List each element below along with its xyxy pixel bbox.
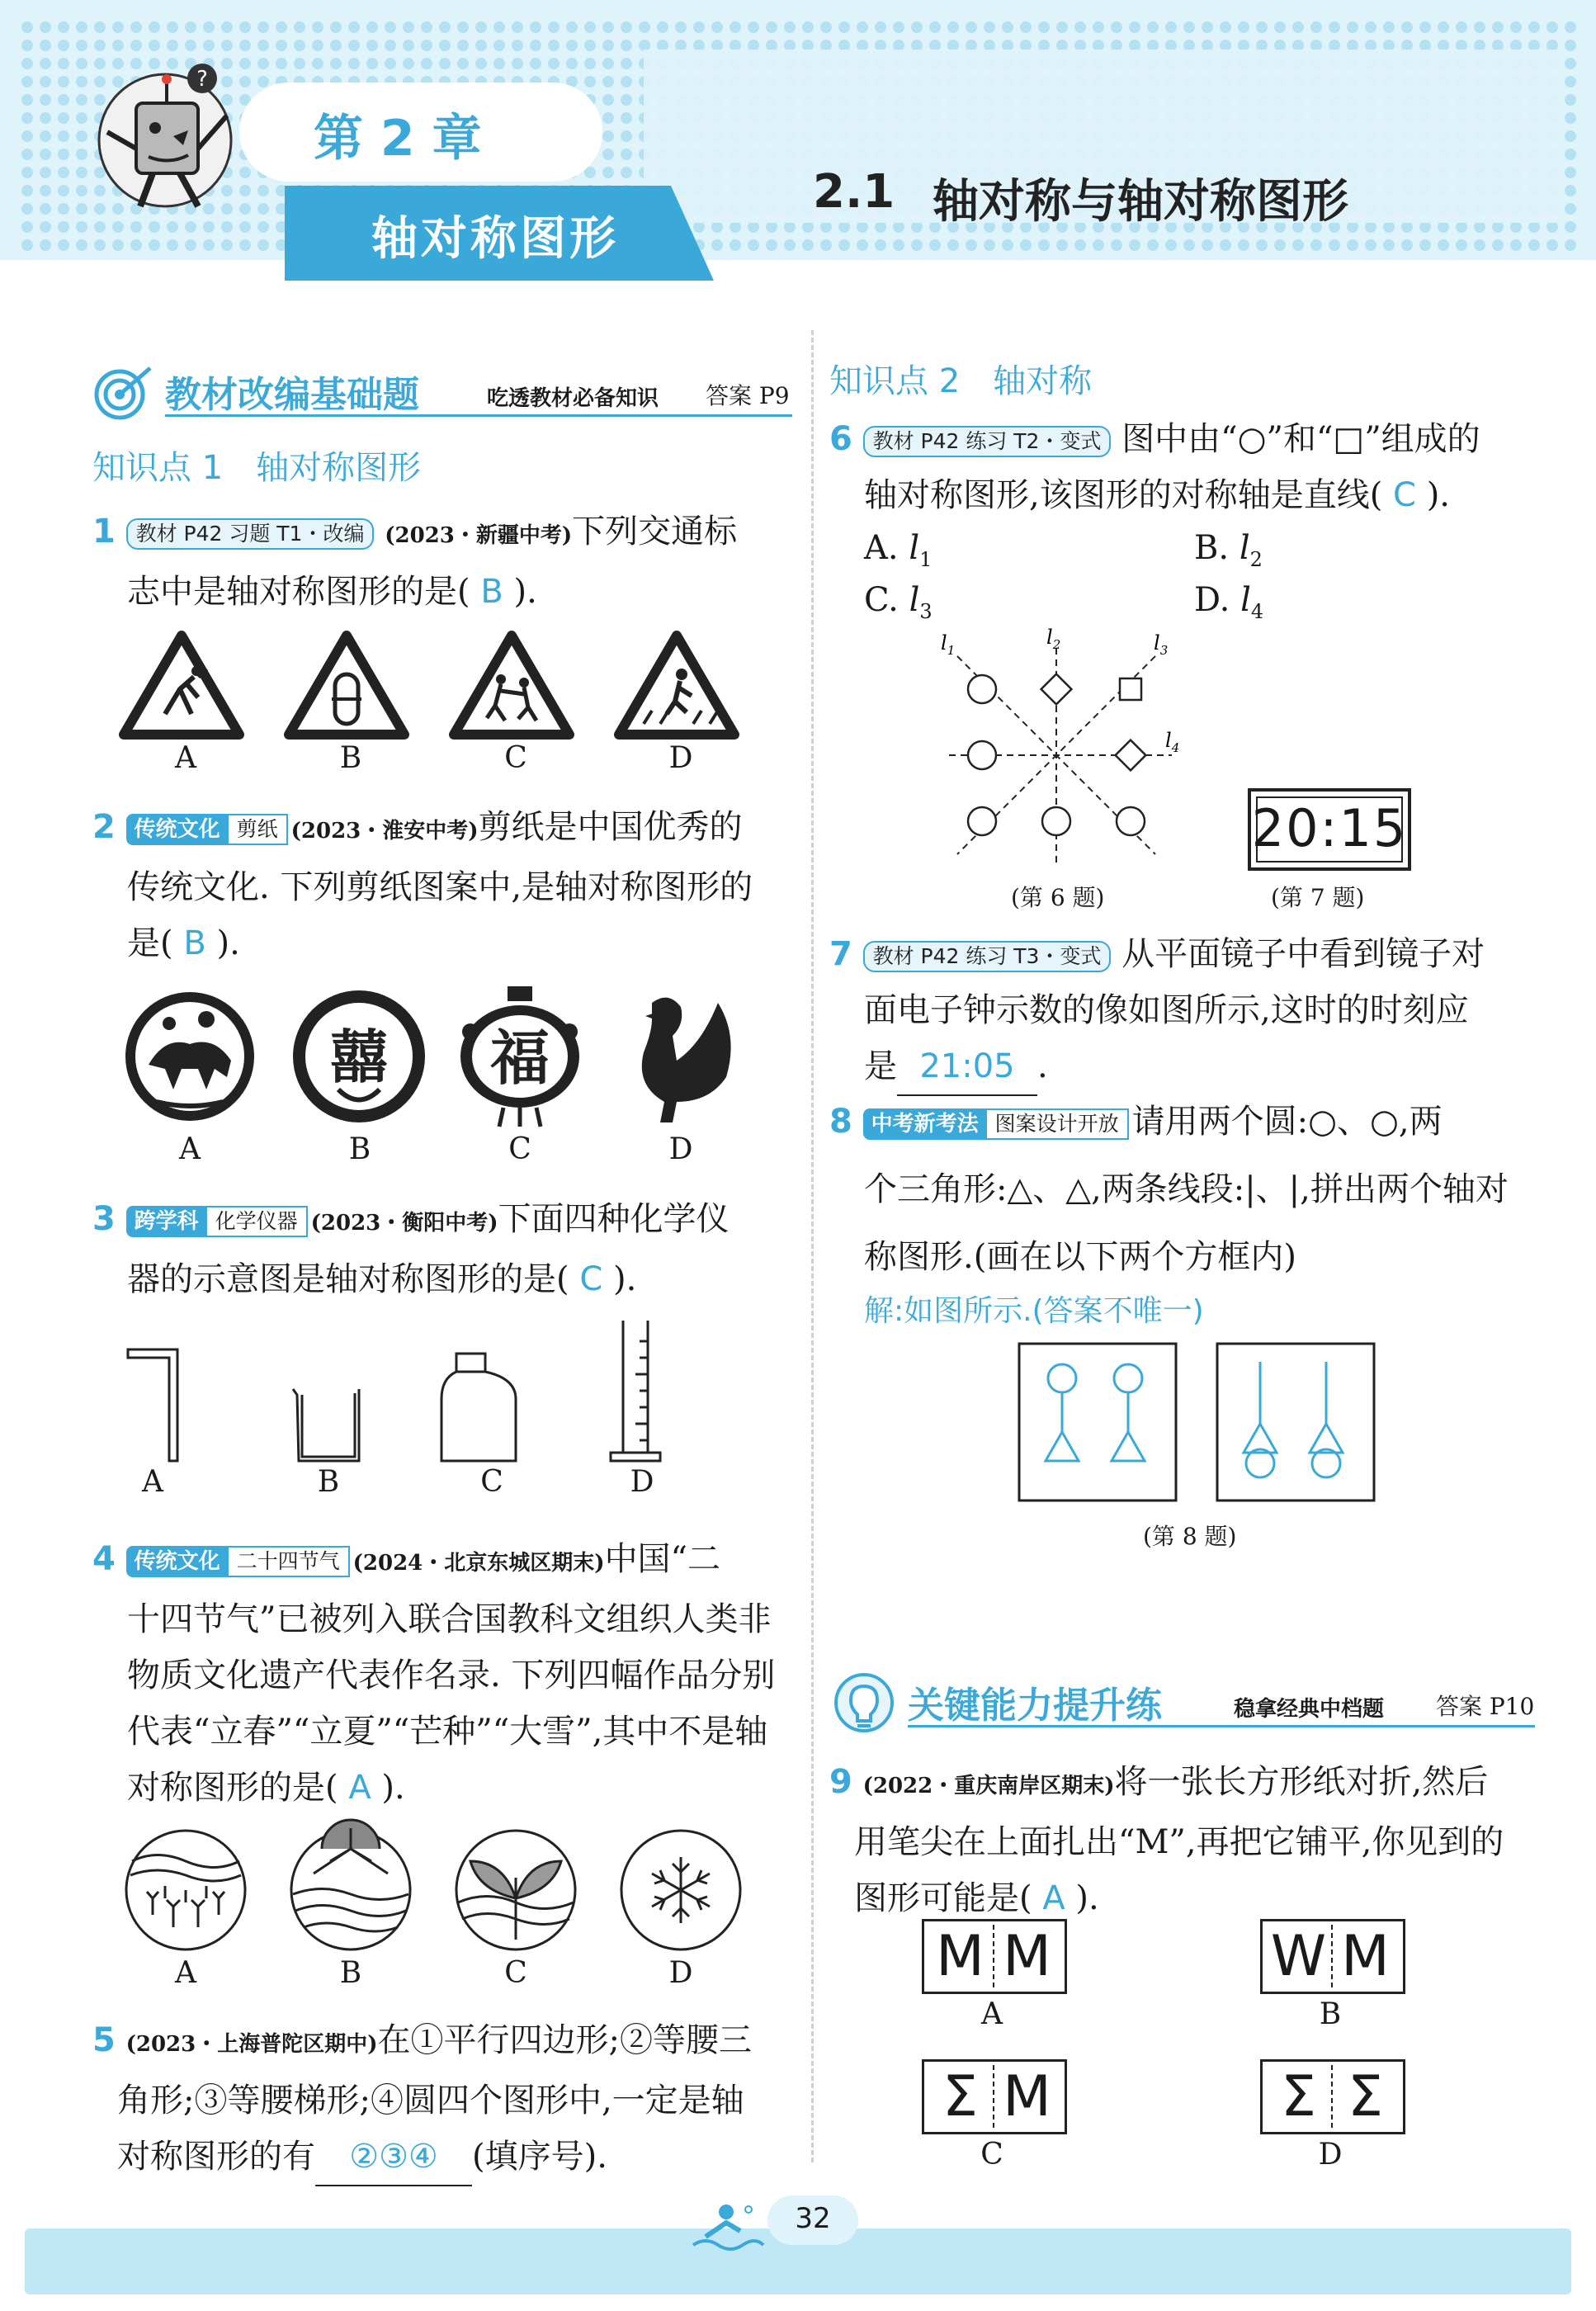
label-d: D: [668, 1132, 693, 1166]
question-text: ).: [216, 924, 240, 962]
answer: B: [183, 924, 206, 962]
label-a: A: [175, 741, 196, 775]
question-number: 4: [92, 1540, 116, 1578]
question-text: 是(: [127, 924, 173, 962]
svg-text:l2: $l_2$: [1046, 626, 1061, 652]
label-c: C: [508, 1132, 531, 1166]
label-a: A: [142, 1465, 163, 1499]
label-b: B: [339, 741, 362, 775]
question-number: 3: [92, 1200, 116, 1238]
section-number: 2.1: [813, 165, 895, 219]
option-a: A. $l_1$: [864, 529, 933, 571]
swimmer-icon: [689, 2200, 763, 2257]
papercut-rooster: [642, 998, 731, 1122]
question-7: [829, 926, 1556, 1096]
caption-q7: (第 7 题): [1271, 884, 1365, 911]
question-number: 8: [829, 1103, 852, 1141]
measuring-cylinder: [611, 1321, 660, 1461]
question-tag: 教材 P42 练习 T2・变式: [863, 426, 1112, 457]
question-text: 图形可能是(: [854, 1879, 1032, 1917]
left-banner-title: 教材改编基础题: [165, 374, 419, 416]
tag-main: 传统文化: [126, 1546, 229, 1577]
question-text: 图中由“○”和“□”组成的: [1121, 420, 1480, 458]
question-source: (2023・上海普陀区期中): [125, 2032, 378, 2057]
knowledge-point-2: 知识点 2 轴对称: [829, 362, 1093, 400]
question-source: (2022・重庆南岸区期末): [862, 1774, 1115, 1798]
warning-sign-c: [454, 636, 569, 735]
letter-left: Σ: [942, 2064, 978, 2129]
question-text: ).: [513, 573, 537, 611]
label-d: D: [1318, 2138, 1343, 2172]
question-1: [92, 503, 802, 620]
page-number: 32: [795, 2202, 831, 2235]
question-text: 十四节气”已被列入联合国教科文组织人类非: [127, 1600, 772, 1638]
caption-q6: (第 6 题): [1011, 884, 1105, 911]
question-tag: 教材 P42 习题 T1・改编: [126, 518, 375, 550]
right-banner-answer: 答案 P10: [1436, 1693, 1535, 1720]
label-b: B: [348, 1132, 371, 1166]
question-source: (2023・新疆中考): [385, 523, 573, 548]
warning-sign-b: [289, 636, 404, 735]
right-banner-line: [908, 1725, 1535, 1727]
question-text: 传统文化. 下列剪纸图案中,是轴对称图形的: [127, 868, 753, 906]
question-text: 是: [864, 1047, 897, 1085]
svg-text:l4: $l_4$: [1165, 729, 1180, 755]
tag-main: 传统文化: [126, 814, 229, 845]
q8-solution: 解:如图所示.(答案不唯一): [864, 1294, 1204, 1328]
label-d: D: [668, 1956, 693, 1990]
question-8: [829, 1088, 1556, 1291]
question-9: [829, 1754, 1556, 1926]
svg-text:l3: $l_3$: [1154, 631, 1169, 658]
tag-sub: 图案设计开放: [987, 1108, 1129, 1140]
question-2: [92, 799, 802, 971]
traffic-signs-figure: [116, 631, 759, 743]
question-text: 代表“立春”“立夏”“芒种”“大雪”,其中不是轴: [127, 1713, 768, 1751]
answer-blank: 21:05: [897, 1038, 1037, 1096]
question-source: (2024・北京东城区期末): [352, 1551, 605, 1576]
papercut-fu-lantern: [460, 986, 579, 1127]
warning-sign-a: [124, 636, 239, 735]
option-b: B. $l_2$: [1194, 529, 1263, 571]
question-text: 将一张长方形纸对折,然后: [1114, 1763, 1489, 1801]
answer: A: [1042, 1879, 1065, 1917]
q6-symmetry-figure: [941, 626, 1213, 879]
letter-right: M: [1003, 1924, 1051, 1989]
question-source: (2023・衡阳中考): [310, 1211, 498, 1236]
answer: B: [480, 573, 503, 611]
column-divider: [811, 330, 814, 2162]
knowledge-point-1: 知识点 1 轴对称图形: [92, 449, 422, 487]
question-text: 从平面镜子中看到镜子对: [1121, 935, 1485, 973]
letter-left: W: [1270, 1924, 1327, 1989]
tag-sub: 剪纸: [229, 814, 288, 845]
label-a: A: [179, 1132, 201, 1166]
option-c: C. $l_3$: [864, 581, 933, 623]
svg-text:l1: $l_1$: [941, 631, 956, 658]
label-c: C: [504, 741, 527, 775]
question-number: 7: [829, 935, 852, 973]
target-icon: [91, 363, 157, 421]
q9-option-b-box: [1260, 1919, 1405, 1994]
label-b: B: [339, 1956, 362, 1990]
q9-option-d-box: [1260, 2059, 1405, 2134]
left-banner-subtitle: 吃透教材必备知识: [487, 386, 659, 411]
right-banner-subtitle: 稳拿经典中档题: [1234, 1697, 1385, 1722]
beaker: [293, 1389, 359, 1461]
question-text: 轴对称图形,该图形的对称轴是直线(: [864, 476, 1383, 514]
question-text: 下列交通标: [572, 513, 738, 551]
lightbulb-icon: [829, 1671, 904, 1737]
letter-right: Σ: [1348, 2064, 1383, 2129]
answer: C: [579, 1260, 603, 1298]
solar-terms-figure: [124, 1824, 751, 1956]
answer: C: [1393, 476, 1416, 514]
question-text: 用笔尖在上面扎出“M”,再把它铺平,你见到的: [854, 1823, 1504, 1861]
mascot-robot-icon: [91, 58, 239, 215]
chapter-title: 轴对称图形: [371, 212, 619, 266]
question-number: 5: [92, 2021, 116, 2059]
letter-left: Σ: [1281, 2064, 1316, 2129]
label-a: A: [175, 1956, 196, 1990]
paper-cuts-figure: [124, 986, 751, 1127]
warning-sign-d: [619, 636, 734, 735]
papercut-double-happiness: [293, 990, 425, 1122]
papercut-ox: [125, 992, 254, 1121]
question-text: 称图形.(画在以下两个方框内): [864, 1238, 1296, 1276]
letter-right: M: [1003, 2064, 1051, 2129]
section-title: 轴对称与轴对称图形: [933, 175, 1348, 229]
question-3: [92, 1191, 802, 1307]
question-text: 对称图形的是(: [127, 1769, 338, 1807]
question-5: [92, 2012, 802, 2186]
label-a: A: [981, 1997, 1003, 2031]
bottle: [441, 1354, 516, 1461]
question-text: 器的示意图是轴对称图形的是(: [127, 1260, 569, 1298]
lab-instruments-figure: [116, 1316, 693, 1461]
question-4: [92, 1531, 802, 1816]
question-text: 面电子钟示数的像如图所示,这时的时刻应: [864, 991, 1469, 1029]
label-b: B: [317, 1465, 340, 1499]
question-text: .: [1037, 1047, 1048, 1085]
question-text: ).: [381, 1769, 405, 1807]
letter-left: M: [936, 1924, 985, 1989]
caption-q8: (第 8 题): [1143, 1523, 1237, 1550]
question-text: 下面四种化学仪: [498, 1200, 730, 1238]
svg-text:?: ?: [196, 67, 208, 92]
tag-sub: 化学仪器: [207, 1206, 308, 1237]
right-banner-title: 关键能力提升练: [908, 1685, 1162, 1727]
digital-clock: [1248, 788, 1411, 871]
left-banner-line: [165, 414, 792, 417]
label-d: D: [630, 1465, 654, 1499]
answer: A: [348, 1769, 371, 1807]
left-banner-answer: 答案 P9: [706, 382, 790, 409]
question-number: 6: [829, 420, 852, 458]
question-text: ).: [1426, 476, 1451, 514]
question-text: 对称图形的有: [117, 2138, 315, 2176]
question-text: (填序号).: [472, 2138, 607, 2176]
label-b: B: [1319, 1997, 1342, 2031]
question-text: 志中是轴对称图形的是(: [127, 573, 470, 611]
q9-option-c-box: [922, 2059, 1067, 2134]
question-text: ).: [612, 1260, 637, 1298]
question-text: 请用两个圆:○、○,两: [1131, 1103, 1443, 1141]
question-number: 2: [92, 808, 116, 846]
question-6: [829, 411, 1556, 523]
tag-main: 中考新考法: [863, 1108, 987, 1140]
question-number: 9: [829, 1763, 852, 1801]
glass-tube: [128, 1349, 177, 1461]
question-text: 中国“二: [604, 1540, 721, 1578]
question-tag: 教材 P42 练习 T3・变式: [863, 941, 1112, 972]
question-text: ).: [1075, 1879, 1099, 1917]
tag-main: 跨学科: [126, 1206, 207, 1237]
svg-text:囍: 囍: [330, 1023, 388, 1091]
svg-text:福: 福: [489, 1023, 550, 1093]
question-text: 角形;③等腰梯形;④圆四个图形中,一定是轴: [117, 2082, 744, 2120]
q9-option-a-box: [922, 1919, 1067, 1994]
solar-term-snow: [621, 1831, 740, 1949]
question-text: 在①平行四边形;②等腰三: [377, 2021, 753, 2059]
label-c: C: [480, 1465, 503, 1499]
label-c: C: [504, 1956, 527, 1990]
tag-sub: 二十四节气: [229, 1546, 350, 1577]
label-c: C: [980, 2138, 1003, 2172]
question-source: (2023・淮安中考): [290, 819, 479, 844]
solar-term-grain: [456, 1831, 575, 1949]
clock-display: 20:15: [1251, 798, 1408, 858]
solar-term-summer: [291, 1820, 410, 1949]
question-text: 个三角形:△、△,两条线段:|、|,拼出两个轴对: [864, 1170, 1509, 1208]
question-text: 物质文化遗产代表作名录. 下列四幅作品分别: [127, 1656, 776, 1694]
solar-term-spring: [126, 1831, 245, 1949]
question-text: 剪纸是中国优秀的: [478, 808, 743, 846]
answer-blank: ②③④: [315, 2129, 472, 2186]
q8-answer-figure: [1017, 1341, 1380, 1506]
label-d: D: [668, 741, 693, 775]
option-d: D. $l_4$: [1194, 581, 1264, 623]
letter-right: M: [1341, 1924, 1390, 1989]
chapter-number: 第 2 章: [314, 110, 482, 168]
question-number: 1: [92, 513, 116, 551]
